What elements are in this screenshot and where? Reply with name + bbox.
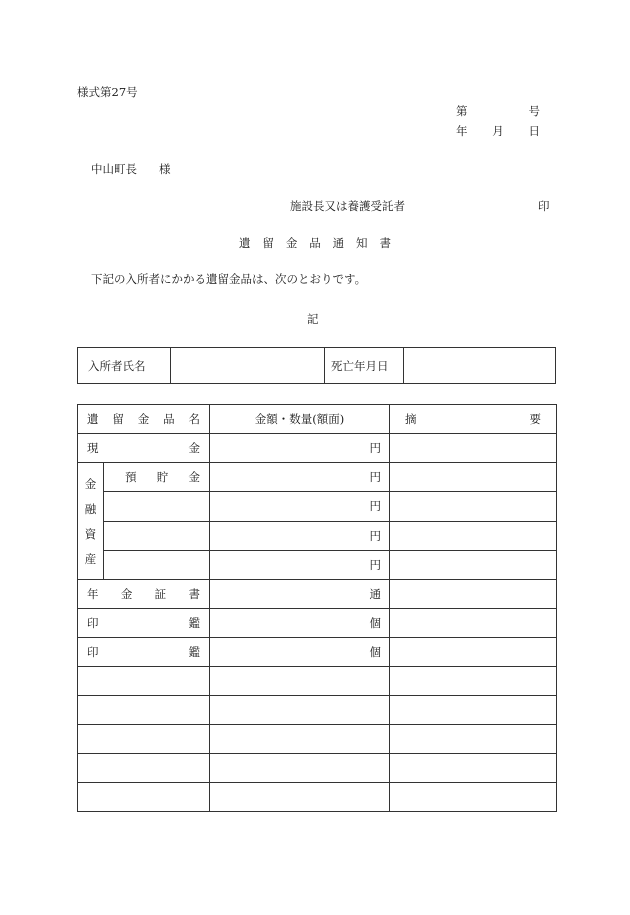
resident-name-label: 入所者氏名 [78, 348, 171, 384]
remarks-cell [390, 609, 557, 638]
blank-row [78, 754, 557, 783]
financial-assets-group-label [78, 463, 104, 580]
title-char: 留 [262, 236, 274, 250]
amount-cell [210, 667, 390, 696]
amount-cell: 円 [210, 550, 390, 579]
remarks-cell [390, 638, 557, 667]
asset-item-label [104, 550, 210, 579]
remarks-cell [390, 521, 557, 550]
form-number: 様式第27号 [77, 85, 138, 99]
financial-assets-char: 金 [84, 476, 97, 491]
remarks-header [390, 405, 557, 434]
resident-info-table [77, 347, 556, 384]
belongings-table [77, 404, 557, 812]
amount-cell: 円 [210, 492, 390, 521]
item-name-header-char: 名 [188, 412, 200, 426]
title-char: 通 [332, 236, 345, 250]
financial-assets-char: 産 [84, 551, 97, 566]
amount-cell: 円 [210, 463, 390, 492]
remarks-header-char: 要 [529, 412, 541, 426]
amount-header: 金額・数量(額面) [210, 405, 390, 434]
remarks-cell [390, 434, 557, 463]
date-day: 日 [528, 124, 540, 138]
ki-mark: 記 [307, 312, 319, 326]
table-row [78, 550, 557, 579]
item-label [78, 609, 210, 638]
title-char: 金 [285, 236, 298, 250]
item-name-header-char: 遺 [87, 412, 99, 426]
table-row [78, 463, 557, 492]
body-text: 下記の入所者にかかる遺留金品は、次のとおりです。 [91, 272, 367, 286]
amount-cell [210, 725, 390, 754]
amount-cell: 個 [210, 638, 390, 667]
remarks-header-char: 摘 [405, 412, 417, 426]
amount-cell [210, 783, 390, 812]
remarks-cell [390, 550, 557, 579]
financial-assets-char: 資 [84, 526, 97, 541]
item-name-header-char: 金 [137, 412, 150, 426]
item-label-char: 鑑 [188, 645, 200, 659]
document-title [239, 235, 391, 251]
item-label-char: 書 [188, 587, 200, 601]
addressee-name: 中山町長 [91, 162, 137, 176]
item-label-char: 年 [87, 587, 99, 601]
sender-label: 施設長又は養護受託者 [290, 199, 405, 213]
cash-label-char: 金 [188, 441, 200, 455]
table-row [78, 434, 557, 463]
asset-item-label [104, 492, 210, 521]
cash-label [78, 434, 210, 463]
item-cell [78, 696, 210, 725]
amount-cell: 通 [210, 580, 390, 609]
asset-item-label-char: 貯 [156, 470, 169, 485]
title-char: 知 [356, 236, 368, 250]
date-year: 年 [456, 124, 468, 138]
item-label [78, 638, 210, 667]
seal-mark: 印 [538, 199, 550, 213]
item-cell [78, 725, 210, 754]
ref-go: 号 [528, 104, 540, 118]
remarks-cell [390, 463, 557, 492]
asset-item-label-char: 預 [125, 470, 137, 485]
table-row [78, 580, 557, 609]
amount-cell [210, 696, 390, 725]
table-row [78, 521, 557, 550]
title-char: 品 [309, 236, 321, 250]
addressee-honorific: 様 [159, 162, 171, 176]
table-row [78, 609, 557, 638]
blank-row [78, 667, 557, 696]
resident-name-field [171, 348, 325, 384]
item-label-char: 金 [120, 587, 133, 601]
item-label [78, 580, 210, 609]
asset-item-label-char: 金 [188, 470, 200, 485]
death-date-field [404, 348, 556, 384]
issue-date [456, 123, 540, 139]
item-name-header [78, 405, 210, 434]
asset-item-label [104, 463, 210, 492]
table-row [78, 492, 557, 521]
asset-item-label [104, 521, 210, 550]
date-month: 月 [492, 124, 504, 138]
amount-cell [210, 754, 390, 783]
item-name-header-char: 留 [112, 412, 124, 426]
title-char: 遺 [239, 236, 251, 250]
item-cell [78, 754, 210, 783]
remarks-cell [390, 725, 557, 754]
remarks-cell [390, 580, 557, 609]
blank-row [78, 725, 557, 754]
remarks-cell [390, 696, 557, 725]
remarks-cell [390, 492, 557, 521]
amount-cell: 個 [210, 609, 390, 638]
death-date-label: 死亡年月日 [325, 348, 404, 384]
cash-label-char: 現 [87, 441, 99, 455]
financial-assets-char: 融 [84, 501, 97, 516]
item-label-char: 印 [87, 616, 99, 630]
table-row [78, 638, 557, 667]
remarks-cell [390, 783, 557, 812]
blank-row [78, 783, 557, 812]
amount-cell: 円 [210, 521, 390, 550]
item-cell [78, 667, 210, 696]
header-row [78, 405, 557, 434]
ref-dai: 第 [456, 104, 468, 118]
reference-number [456, 103, 540, 119]
item-name-header-char: 品 [163, 412, 175, 426]
item-cell [78, 783, 210, 812]
title-char: 書 [379, 236, 391, 250]
blank-row [78, 696, 557, 725]
item-label-char: 証 [154, 587, 167, 601]
remarks-cell [390, 754, 557, 783]
amount-cell: 円 [210, 434, 390, 463]
item-label-char: 鑑 [188, 616, 200, 630]
item-label-char: 印 [87, 645, 99, 659]
remarks-cell [390, 667, 557, 696]
